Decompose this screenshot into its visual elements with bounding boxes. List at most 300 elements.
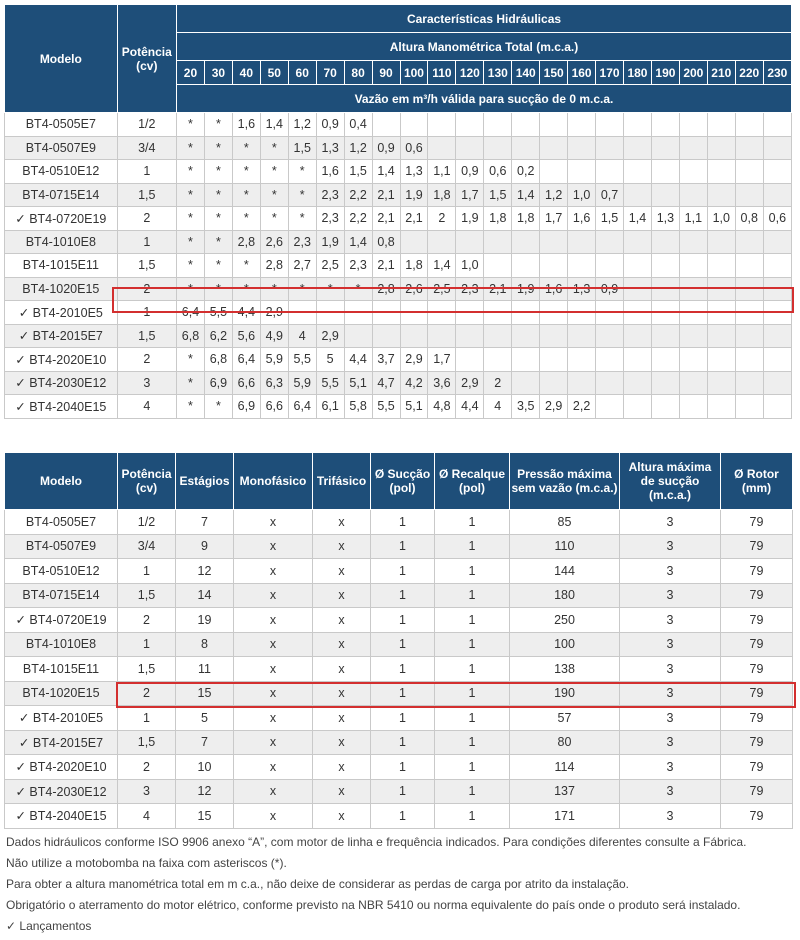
flow-cell bbox=[540, 348, 568, 372]
suction-diameter-cell: 1 bbox=[371, 510, 435, 535]
power-cell: 2 bbox=[117, 277, 176, 301]
flow-cell: 1,1 bbox=[679, 207, 707, 231]
flow-cell bbox=[512, 136, 540, 160]
flow-cell bbox=[456, 348, 484, 372]
model-cell: ✓ BT4-0720E19 bbox=[5, 207, 118, 231]
flow-cell bbox=[428, 324, 456, 348]
total-head-subtitle: Altura Manométrica Total (m.c.a.) bbox=[177, 33, 792, 61]
flow-cell bbox=[763, 277, 791, 301]
suction-diameter-cell: 1 bbox=[371, 681, 435, 706]
flow-cell bbox=[707, 348, 735, 372]
rotor-diameter-cell: 79 bbox=[721, 779, 793, 804]
flow-cell bbox=[763, 254, 791, 278]
flow-cell: * bbox=[316, 277, 344, 301]
table-row bbox=[5, 160, 792, 184]
flow-cell bbox=[400, 230, 428, 254]
flow-cell bbox=[707, 113, 735, 137]
flow-cell: 6,4 bbox=[288, 395, 316, 419]
rotor-diameter-cell: 79 bbox=[721, 706, 793, 731]
head-column-20: 20 bbox=[177, 61, 205, 85]
flow-cell bbox=[512, 230, 540, 254]
flow-cell bbox=[624, 254, 652, 278]
flow-cell: 1,4 bbox=[428, 254, 456, 278]
table-row bbox=[5, 608, 793, 633]
flow-cell: * bbox=[204, 277, 232, 301]
model-cell: ✓ BT4-2030E12 bbox=[5, 779, 118, 804]
flow-cell bbox=[512, 113, 540, 137]
max-suction-height-cell: 3 bbox=[620, 510, 721, 535]
flow-cell bbox=[707, 183, 735, 207]
stages-cell: 19 bbox=[176, 608, 234, 633]
flow-cell: 2,1 bbox=[372, 207, 400, 231]
flow-cell: * bbox=[204, 254, 232, 278]
flow-cell: 0,9 bbox=[596, 277, 624, 301]
model-cell: ✓ BT4-2040E15 bbox=[5, 804, 118, 829]
column-header-three-phase: Trifásico bbox=[313, 453, 371, 510]
flow-cell: 1,5 bbox=[596, 207, 624, 231]
flow-cell bbox=[651, 301, 679, 325]
rotor-diameter-cell: 79 bbox=[721, 583, 793, 608]
table-row bbox=[5, 348, 792, 372]
flow-cell: 1,7 bbox=[540, 207, 568, 231]
model-cell: ✓ BT4-2015E7 bbox=[5, 324, 118, 348]
flow-cell: * bbox=[177, 160, 205, 184]
flow-cell bbox=[707, 254, 735, 278]
flow-cell: 1,3 bbox=[316, 136, 344, 160]
suction-diameter-cell: 1 bbox=[371, 632, 435, 657]
head-column-50: 50 bbox=[260, 61, 288, 85]
flow-cell bbox=[540, 324, 568, 348]
flow-cell: 6,9 bbox=[232, 395, 260, 419]
flow-cell: 5,9 bbox=[288, 371, 316, 395]
model-cell: BT4-1015E11 bbox=[5, 254, 118, 278]
model-cell: BT4-0510E12 bbox=[5, 160, 118, 184]
flow-cell bbox=[568, 324, 596, 348]
power-cell: 4 bbox=[117, 395, 176, 419]
flow-cell: 2,9 bbox=[260, 301, 288, 325]
flow-cell: 2,6 bbox=[400, 277, 428, 301]
suction-diameter-cell: 1 bbox=[371, 534, 435, 559]
flow-cell: 1,6 bbox=[540, 277, 568, 301]
flow-cell: 1,0 bbox=[707, 207, 735, 231]
column-header-model: Modelo bbox=[5, 453, 118, 510]
max-pressure-cell: 250 bbox=[510, 608, 620, 633]
model-cell: BT4-1020E15 bbox=[5, 277, 118, 301]
table-row bbox=[5, 207, 792, 231]
column-header-max-suction-height: Altura máxima de sucção (m.c.a.) bbox=[620, 453, 721, 510]
flow-cell: 4,2 bbox=[400, 371, 428, 395]
flow-cell bbox=[540, 113, 568, 137]
flow-cell bbox=[707, 277, 735, 301]
flow-cell bbox=[484, 254, 512, 278]
discharge-diameter-cell: 1 bbox=[435, 510, 510, 535]
flow-cell bbox=[400, 113, 428, 137]
flow-cell bbox=[288, 301, 316, 325]
flow-cell bbox=[651, 277, 679, 301]
flow-cell bbox=[624, 395, 652, 419]
table-row bbox=[5, 755, 793, 780]
flow-cell bbox=[763, 395, 791, 419]
stages-cell: 9 bbox=[176, 534, 234, 559]
flow-cell bbox=[735, 395, 763, 419]
rotor-diameter-cell: 79 bbox=[721, 730, 793, 755]
specifications-table bbox=[4, 452, 793, 829]
max-suction-height-cell: 3 bbox=[620, 632, 721, 657]
flow-cell: * bbox=[232, 277, 260, 301]
column-header-max-pressure: Pressão máxima sem vazão (m.c.a.) bbox=[510, 453, 620, 510]
model-cell: BT4-1010E8 bbox=[5, 230, 118, 254]
max-pressure-cell: 144 bbox=[510, 559, 620, 584]
rotor-diameter-cell: 79 bbox=[721, 534, 793, 559]
flow-cell bbox=[596, 301, 624, 325]
max-suction-height-cell: 3 bbox=[620, 534, 721, 559]
flow-cell: * bbox=[204, 160, 232, 184]
table-row bbox=[5, 277, 792, 301]
single-phase-cell: x bbox=[234, 608, 313, 633]
head-column-210: 210 bbox=[707, 61, 735, 85]
stages-cell: 10 bbox=[176, 755, 234, 780]
flow-cell bbox=[624, 277, 652, 301]
flow-cell: * bbox=[232, 254, 260, 278]
flow-cell bbox=[344, 301, 372, 325]
flow-cell: * bbox=[177, 113, 205, 137]
head-column-120: 120 bbox=[456, 61, 484, 85]
discharge-diameter-cell: 1 bbox=[435, 730, 510, 755]
table-row bbox=[5, 779, 793, 804]
flow-cell: 5,1 bbox=[344, 371, 372, 395]
rotor-diameter-cell: 79 bbox=[721, 804, 793, 829]
flow-cell bbox=[596, 136, 624, 160]
flow-cell: 0,4 bbox=[344, 113, 372, 137]
table-row bbox=[5, 113, 792, 137]
max-pressure-cell: 85 bbox=[510, 510, 620, 535]
flow-cell bbox=[456, 136, 484, 160]
model-cell: ✓ BT4-2010E5 bbox=[5, 301, 118, 325]
max-suction-height-cell: 3 bbox=[620, 681, 721, 706]
flow-cell bbox=[428, 301, 456, 325]
flow-cell: 1,8 bbox=[428, 183, 456, 207]
flow-cell bbox=[624, 136, 652, 160]
flow-cell: 2,2 bbox=[568, 395, 596, 419]
flow-cell: 5,6 bbox=[232, 324, 260, 348]
head-column-110: 110 bbox=[428, 61, 456, 85]
suction-diameter-cell: 1 bbox=[371, 559, 435, 584]
rotor-diameter-cell: 79 bbox=[721, 755, 793, 780]
discharge-diameter-cell: 1 bbox=[435, 779, 510, 804]
flow-cell: 1,7 bbox=[456, 183, 484, 207]
flow-cell bbox=[679, 395, 707, 419]
flow-cell bbox=[707, 324, 735, 348]
flow-cell bbox=[316, 301, 344, 325]
discharge-diameter-cell: 1 bbox=[435, 706, 510, 731]
table-row bbox=[5, 301, 792, 325]
flow-cell bbox=[484, 113, 512, 137]
model-cell: BT4-1010E8 bbox=[5, 632, 118, 657]
single-phase-cell: x bbox=[234, 657, 313, 682]
head-column-160: 160 bbox=[568, 61, 596, 85]
table-row bbox=[5, 510, 793, 535]
rotor-diameter-cell: 79 bbox=[721, 681, 793, 706]
flow-cell bbox=[568, 230, 596, 254]
max-pressure-cell: 114 bbox=[510, 755, 620, 780]
flow-cell: 1,4 bbox=[512, 183, 540, 207]
three-phase-cell: x bbox=[313, 632, 371, 657]
flow-cell: 6,6 bbox=[260, 395, 288, 419]
flow-cell: 4,9 bbox=[260, 324, 288, 348]
power-cell: 1 bbox=[118, 706, 176, 731]
power-cell: 4 bbox=[118, 804, 176, 829]
model-cell: ✓ BT4-0720E19 bbox=[5, 608, 118, 633]
flow-cell bbox=[763, 136, 791, 160]
flow-cell: 1,0 bbox=[456, 254, 484, 278]
power-cell: 1 bbox=[118, 632, 176, 657]
head-column-140: 140 bbox=[512, 61, 540, 85]
flow-cell: 2,3 bbox=[344, 254, 372, 278]
flow-cell bbox=[400, 324, 428, 348]
power-cell: 1 bbox=[117, 230, 176, 254]
model-cell: ✓ BT4-2010E5 bbox=[5, 706, 118, 731]
flow-cell bbox=[596, 371, 624, 395]
flow-cell: * bbox=[177, 348, 205, 372]
flow-cell: 2,1 bbox=[372, 183, 400, 207]
flow-cell bbox=[596, 395, 624, 419]
flow-cell bbox=[624, 324, 652, 348]
flow-cell: 1,7 bbox=[428, 348, 456, 372]
flow-cell bbox=[624, 371, 652, 395]
model-cell: BT4-0507E9 bbox=[5, 534, 118, 559]
power-cell: 1,5 bbox=[117, 183, 176, 207]
flow-cell: 1,5 bbox=[344, 160, 372, 184]
flow-cell bbox=[624, 160, 652, 184]
flow-cell: 5,5 bbox=[288, 348, 316, 372]
flow-cell: 1,6 bbox=[568, 207, 596, 231]
flow-cell: * bbox=[232, 183, 260, 207]
flow-cell bbox=[372, 113, 400, 137]
flow-cell bbox=[735, 183, 763, 207]
model-cell: ✓ BT4-2020E10 bbox=[5, 755, 118, 780]
flow-cell: 1,3 bbox=[400, 160, 428, 184]
flow-cell bbox=[651, 395, 679, 419]
head-column-70: 70 bbox=[316, 61, 344, 85]
flow-cell: 4,4 bbox=[232, 301, 260, 325]
flow-cell: * bbox=[260, 160, 288, 184]
power-cell: 3/4 bbox=[118, 534, 176, 559]
flow-cell: * bbox=[177, 136, 205, 160]
max-pressure-cell: 137 bbox=[510, 779, 620, 804]
column-header-single-phase: Monofásico bbox=[234, 453, 313, 510]
three-phase-cell: x bbox=[313, 730, 371, 755]
flow-cell: 2,1 bbox=[372, 254, 400, 278]
footnote: ✓ Lançamentos bbox=[6, 919, 92, 933]
flow-cell: 1,2 bbox=[540, 183, 568, 207]
stages-cell: 5 bbox=[176, 706, 234, 731]
flow-cell: 0,6 bbox=[400, 136, 428, 160]
single-phase-cell: x bbox=[234, 730, 313, 755]
flow-cell bbox=[372, 324, 400, 348]
flow-cell: 4,4 bbox=[456, 395, 484, 419]
table-row bbox=[5, 657, 793, 682]
flow-cell bbox=[624, 113, 652, 137]
table-row bbox=[5, 395, 792, 419]
flow-cell bbox=[456, 113, 484, 137]
flow-cell: 1,6 bbox=[316, 160, 344, 184]
flow-cell: 0,9 bbox=[316, 113, 344, 137]
flow-cell bbox=[568, 160, 596, 184]
flow-cell: 1,9 bbox=[400, 183, 428, 207]
three-phase-cell: x bbox=[313, 510, 371, 535]
flow-cell bbox=[484, 136, 512, 160]
table-row bbox=[5, 706, 793, 731]
power-cell: 3 bbox=[117, 371, 176, 395]
flow-cell: 2,2 bbox=[344, 207, 372, 231]
flow-cell bbox=[651, 254, 679, 278]
max-suction-height-cell: 3 bbox=[620, 583, 721, 608]
flow-cell: * bbox=[344, 277, 372, 301]
flow-cell: 6,8 bbox=[177, 324, 205, 348]
flow-cell bbox=[568, 371, 596, 395]
flow-cell: 6,9 bbox=[204, 371, 232, 395]
column-header-stages: Estágios bbox=[176, 453, 234, 510]
flow-cell bbox=[568, 113, 596, 137]
flow-cell bbox=[596, 324, 624, 348]
flow-cell: 5,8 bbox=[344, 395, 372, 419]
flow-cell bbox=[596, 160, 624, 184]
flow-cell bbox=[707, 301, 735, 325]
flow-cell: 1,3 bbox=[568, 277, 596, 301]
flow-cell: 1,9 bbox=[456, 207, 484, 231]
power-cell: 2 bbox=[117, 348, 176, 372]
flow-cell: 1,3 bbox=[651, 207, 679, 231]
rotor-diameter-cell: 79 bbox=[721, 559, 793, 584]
column-header-model: Modelo bbox=[5, 5, 118, 113]
model-cell: ✓ BT4-2030E12 bbox=[5, 371, 118, 395]
max-pressure-cell: 190 bbox=[510, 681, 620, 706]
flow-cell bbox=[707, 395, 735, 419]
flow-cell bbox=[596, 230, 624, 254]
discharge-diameter-cell: 1 bbox=[435, 559, 510, 584]
max-pressure-cell: 110 bbox=[510, 534, 620, 559]
flow-cell: 3,7 bbox=[372, 348, 400, 372]
stages-cell: 7 bbox=[176, 730, 234, 755]
flow-cell bbox=[540, 230, 568, 254]
flow-cell bbox=[679, 230, 707, 254]
single-phase-cell: x bbox=[234, 804, 313, 829]
flow-cell: 6,4 bbox=[177, 301, 205, 325]
flow-cell: * bbox=[260, 136, 288, 160]
flow-cell bbox=[735, 113, 763, 137]
discharge-diameter-cell: 1 bbox=[435, 681, 510, 706]
power-cell: 1/2 bbox=[118, 510, 176, 535]
flow-cell: * bbox=[177, 183, 205, 207]
flow-cell bbox=[735, 160, 763, 184]
flow-cell bbox=[596, 254, 624, 278]
flow-cell bbox=[679, 324, 707, 348]
table-row bbox=[5, 632, 793, 657]
stages-cell: 15 bbox=[176, 681, 234, 706]
flow-cell: * bbox=[260, 277, 288, 301]
rotor-diameter-cell: 79 bbox=[721, 608, 793, 633]
rotor-diameter-cell: 79 bbox=[721, 510, 793, 535]
column-header-power: Potência (cv) bbox=[118, 453, 176, 510]
max-suction-height-cell: 3 bbox=[620, 779, 721, 804]
flow-cell: * bbox=[288, 207, 316, 231]
three-phase-cell: x bbox=[313, 779, 371, 804]
three-phase-cell: x bbox=[313, 657, 371, 682]
flow-cell: 2,2 bbox=[344, 183, 372, 207]
flow-cell bbox=[763, 324, 791, 348]
discharge-diameter-cell: 1 bbox=[435, 804, 510, 829]
flow-label: Vazão em m³/h válida para sucção de 0 m.c.a. bbox=[177, 85, 792, 113]
flow-cell bbox=[651, 160, 679, 184]
suction-diameter-cell: 1 bbox=[371, 755, 435, 780]
flow-cell bbox=[707, 371, 735, 395]
flow-cell bbox=[484, 230, 512, 254]
flow-cell: 4 bbox=[484, 395, 512, 419]
flow-cell bbox=[540, 136, 568, 160]
flow-cell: 1,5 bbox=[288, 136, 316, 160]
model-cell: BT4-0715E14 bbox=[5, 583, 118, 608]
flow-cell bbox=[679, 160, 707, 184]
flow-cell: 1,1 bbox=[428, 160, 456, 184]
flow-cell bbox=[651, 136, 679, 160]
flow-cell bbox=[707, 230, 735, 254]
flow-cell: 0,6 bbox=[484, 160, 512, 184]
column-header-suction-diameter: Ø Sucção (pol) bbox=[371, 453, 435, 510]
hydraulic-characteristics-table bbox=[4, 4, 792, 419]
flow-cell: 1,9 bbox=[512, 277, 540, 301]
flow-cell: 1,5 bbox=[484, 183, 512, 207]
flow-cell bbox=[679, 277, 707, 301]
head-column-190: 190 bbox=[651, 61, 679, 85]
discharge-diameter-cell: 1 bbox=[435, 583, 510, 608]
flow-cell: 2,8 bbox=[232, 230, 260, 254]
flow-cell bbox=[428, 113, 456, 137]
model-cell: BT4-1020E15 bbox=[5, 681, 118, 706]
max-suction-height-cell: 3 bbox=[620, 804, 721, 829]
flow-cell: 0,9 bbox=[456, 160, 484, 184]
max-pressure-cell: 171 bbox=[510, 804, 620, 829]
stages-cell: 8 bbox=[176, 632, 234, 657]
flow-cell: 1,0 bbox=[568, 183, 596, 207]
head-column-220: 220 bbox=[735, 61, 763, 85]
flow-cell: 0,7 bbox=[596, 183, 624, 207]
flow-cell bbox=[624, 348, 652, 372]
flow-cell bbox=[456, 301, 484, 325]
power-cell: 1,5 bbox=[117, 324, 176, 348]
single-phase-cell: x bbox=[234, 510, 313, 535]
flow-cell: * bbox=[177, 277, 205, 301]
power-cell: 2 bbox=[118, 755, 176, 780]
flow-cell: 1,2 bbox=[288, 113, 316, 137]
column-header-discharge-diameter: Ø Recalque (pol) bbox=[435, 453, 510, 510]
flow-cell: 0,9 bbox=[372, 136, 400, 160]
table-row bbox=[5, 230, 792, 254]
power-cell: 2 bbox=[118, 608, 176, 633]
flow-cell: 5,5 bbox=[316, 371, 344, 395]
flow-cell bbox=[512, 324, 540, 348]
flow-cell: 5,5 bbox=[372, 395, 400, 419]
flow-cell: * bbox=[288, 183, 316, 207]
suction-diameter-cell: 1 bbox=[371, 730, 435, 755]
head-column-180: 180 bbox=[624, 61, 652, 85]
flow-cell: 6,6 bbox=[232, 371, 260, 395]
flow-cell: 0,8 bbox=[372, 230, 400, 254]
flow-cell: 1,2 bbox=[344, 136, 372, 160]
head-column-80: 80 bbox=[344, 61, 372, 85]
model-cell: ✓ BT4-2040E15 bbox=[5, 395, 118, 419]
discharge-diameter-cell: 1 bbox=[435, 657, 510, 682]
flow-cell: * bbox=[204, 207, 232, 231]
